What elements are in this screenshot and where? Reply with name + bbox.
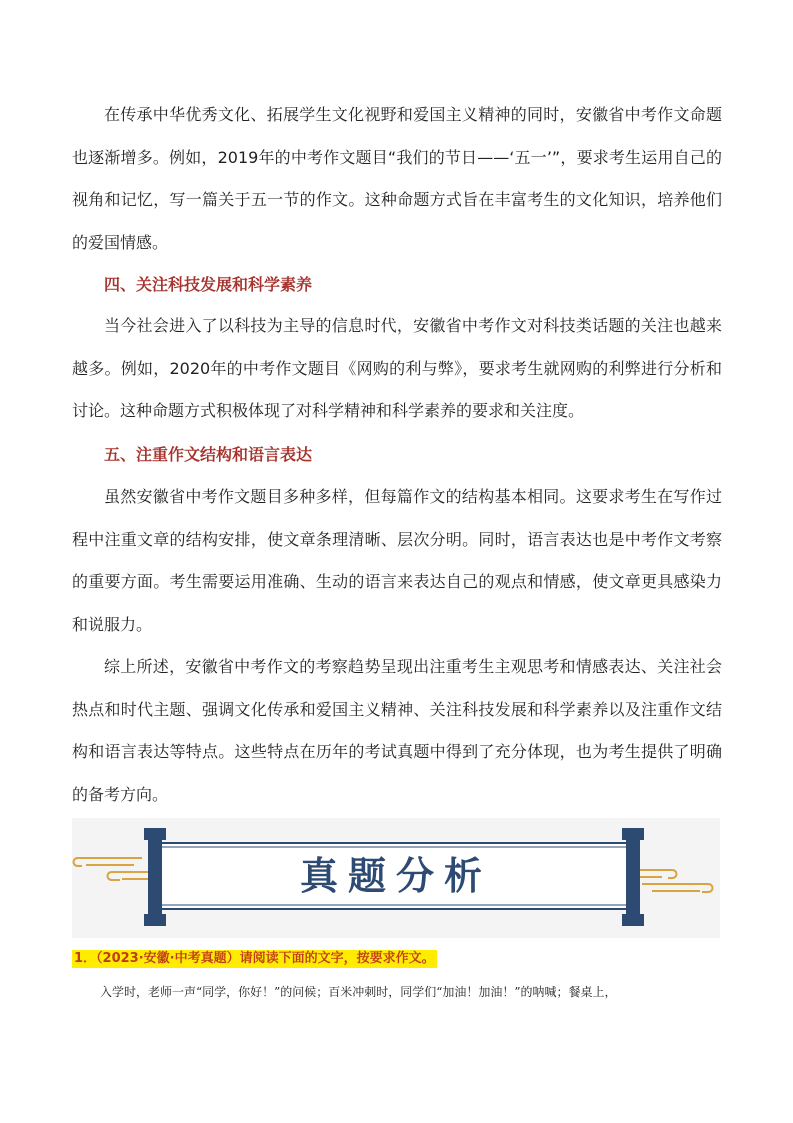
paragraph-technology: 当今社会进入了以科技为主导的信息时代，安徽省中考作文对科技类话题的关注也越来越多。例如，2020年的中考作文题目《网购的利与弊》，要求考生就网购的利弊进行分析和讨论。这种命题方式积极体现了对科学精神和科学素养的要求和关注度。 — [72, 316, 722, 420]
paragraph-structure: 虽然安徽省中考作文题目多种多样，但每篇作文的结构基本相同。这要求考生在写作过程中注重文章的结构安排，使文章条理清晰、层次分明。同时，语言表达也是中考作文考察的重要方面。考生需要运用准确、生动的语言来表达自己的观点和情感，使文章更具感染力和说服力。 — [72, 487, 722, 634]
paragraph-summary: 综上所述，安徽省中考作文的考察趋势呈现出注重考生主观思考和情感表达、关注社会热点和时代主题、强调文化传承和爱国主义精神、关注科技发展和科学素养以及注重作文结构和语言表达等特点。这些特点在历年的考试真题中得到了充分体现，也为考生提供了明确的备考方向。 — [72, 657, 722, 804]
paragraph-culture: 在传承中华优秀文化、拓展学生文化视野和爱国主义精神的同时，安徽省中考作文命题也逐渐增多。例如，2019年的中考作文题目“我们的节日——‘五一’”，要求考生运用自己的视角和记忆，写一篇关于五一节的作文。这种命题方式旨在丰富考生的文化知识，培养他们的爱国情感。 — [72, 105, 722, 252]
section-banner — [72, 818, 720, 938]
banner-title: 真题分析 — [299, 853, 492, 898]
question-label: 1．（2023·安徽·中考真题）请阅读下面的文字，按要求作文。 — [74, 951, 435, 966]
heading-section-5: 五、注重作文结构和语言表达 — [104, 445, 313, 464]
question-excerpt: 入学时，老师一声“同学，你好！”的问候；百米冲刺时，同学们“加油！加油！”的呐喊；餐桌上， — [100, 985, 617, 999]
heading-section-4: 四、关注科技发展和科学素养 — [104, 275, 313, 294]
